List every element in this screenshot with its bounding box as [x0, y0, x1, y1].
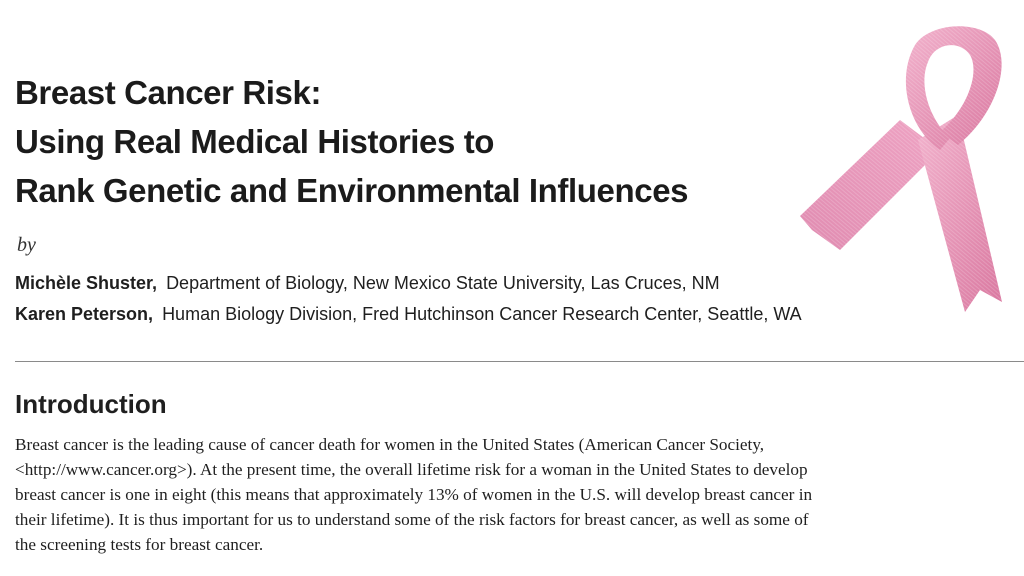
title-line: Using Real Medical Histories to	[15, 123, 495, 160]
author-row	[15, 299, 802, 330]
author-name: Michèle Shuster,	[15, 273, 158, 293]
paragraph-line: <http://www.cancer.org>). At the present time, the overall lifetime risk for a woman in the United States to develop	[15, 460, 808, 479]
paragraph-line: their lifetime). It is thus important for us to understand some of the risk factors for breast cancer, as well as some of	[15, 510, 809, 529]
title-line: Rank Genetic and Environmental Influences	[15, 172, 689, 209]
pink-awareness-ribbon-icon	[790, 20, 1020, 320]
introduction-paragraph	[15, 432, 1015, 557]
byline-label: by	[17, 234, 36, 256]
paragraph-line: breast cancer is one in eight (this means that approximately 13% of women in the U.S. will develop breast cancer in	[15, 485, 813, 504]
author-row	[15, 268, 802, 299]
author-name: Karen Peterson,	[15, 304, 154, 324]
author-affiliation: Department of Biology, New Mexico State University, Las Cruces, NM	[166, 273, 720, 293]
paragraph-line: Breast cancer is the leading cause of cancer death for women in the United States (American Cancer Society,	[15, 435, 765, 454]
author-list	[15, 268, 802, 330]
section-divider	[15, 361, 1024, 362]
author-affiliation: Human Biology Division, Fred Hutchinson Cancer Research Center, Seattle, WA	[162, 304, 802, 324]
paragraph-line: the screening tests for breast cancer.	[15, 535, 264, 554]
introduction-heading: Introduction	[15, 389, 167, 419]
title-line: Breast Cancer Risk:	[15, 74, 322, 111]
page-title	[15, 68, 815, 215]
